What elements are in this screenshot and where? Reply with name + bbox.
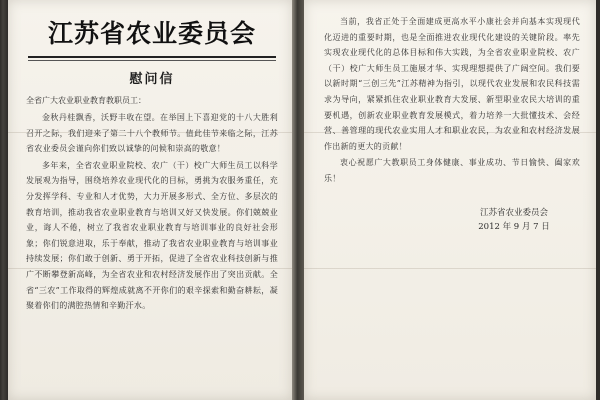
letter-page-right bbox=[304, 0, 596, 400]
signature-date: 2012 年 9 月 7 日 bbox=[478, 222, 550, 232]
page-gutter bbox=[292, 0, 304, 400]
signature-block bbox=[454, 206, 574, 234]
letter-page-left bbox=[8, 0, 292, 400]
salutation: 全省广大农业职业教育教职员工： bbox=[26, 96, 146, 105]
body-paragraph: 当前，我省正处于全面建成更高水平小康社会并向基本实现现代化迈进的重要时期，也是全面推进农业现代化建设的关键阶段。率先实现农业现代化的总体目标和伟大实践，为全省农业职业院校、农广（干）校广大师生员工施展才华、实现理想提供了广阔空间。我们要以新时期“三创三先”江苏精神为指引，以现代农业发展和农民科技需求为导向，紧紧抓住农业职业教育大发展、新型职业农民大培训的重要机遇，创新农业职业教育发展模式，着力培养一大批懂技术、会经营、善管理的现代农业实用人才和职业农民，为农业和农村经济发展作出新的更大的贡献！ bbox=[324, 17, 580, 151]
letterhead-title: 江苏省农业委员会 bbox=[47, 19, 256, 48]
letter-body-left bbox=[26, 110, 278, 315]
letter-body-right bbox=[324, 14, 580, 188]
letterhead-rule bbox=[28, 56, 276, 58]
body-paragraph: 多年来，全省农业职业院校、农广（干）校广大师生员工以科学发展观为指导，围绕培养农业现代化的目标，勇挑为农服务重任，充分发挥学科、专业和人才优势，大力开展多形式、全方位、多层次的教育培训，推动我省农业职业教育与培训又好又快发展。你们兢兢业业，诲人不倦，树立了我省农业职业教育与培训事业的良好社会形象；你们锐意进取，乐于奉献，推动了我省农业职业教育与培训事业持续发展；你们敢于创新、勇于开拓，促进了全省农业科技创新与推广不断攀登新高峰，为全省农业和农村经济发展作出了突出贡献。全省“三农”工作取得的辉煌成就离不开你们的艰辛探索和勤奋耕耘，凝聚着你们的满腔热情和辛勤汗水。 bbox=[26, 160, 278, 311]
paper-crease bbox=[304, 268, 596, 269]
body-paragraph: 衷心祝愿广大教职员工身体健康、事业成功、节日愉快、阖家欢乐！ bbox=[324, 158, 580, 183]
letterhead-rule-thin bbox=[28, 60, 276, 61]
body-paragraph: 金秋丹桂飘香，沃野丰收在望。在举国上下喜迎党的十八大胜利召开之际，我们迎来了第二十八个教师节。值此佳节来临之际，江苏省农业委员会谨向你们致以诚挚的问候和崇高的敬意！ bbox=[26, 113, 278, 154]
document-title: 慰问信 bbox=[129, 72, 175, 87]
signature-organization: 江苏省农业委员会 bbox=[479, 208, 548, 218]
